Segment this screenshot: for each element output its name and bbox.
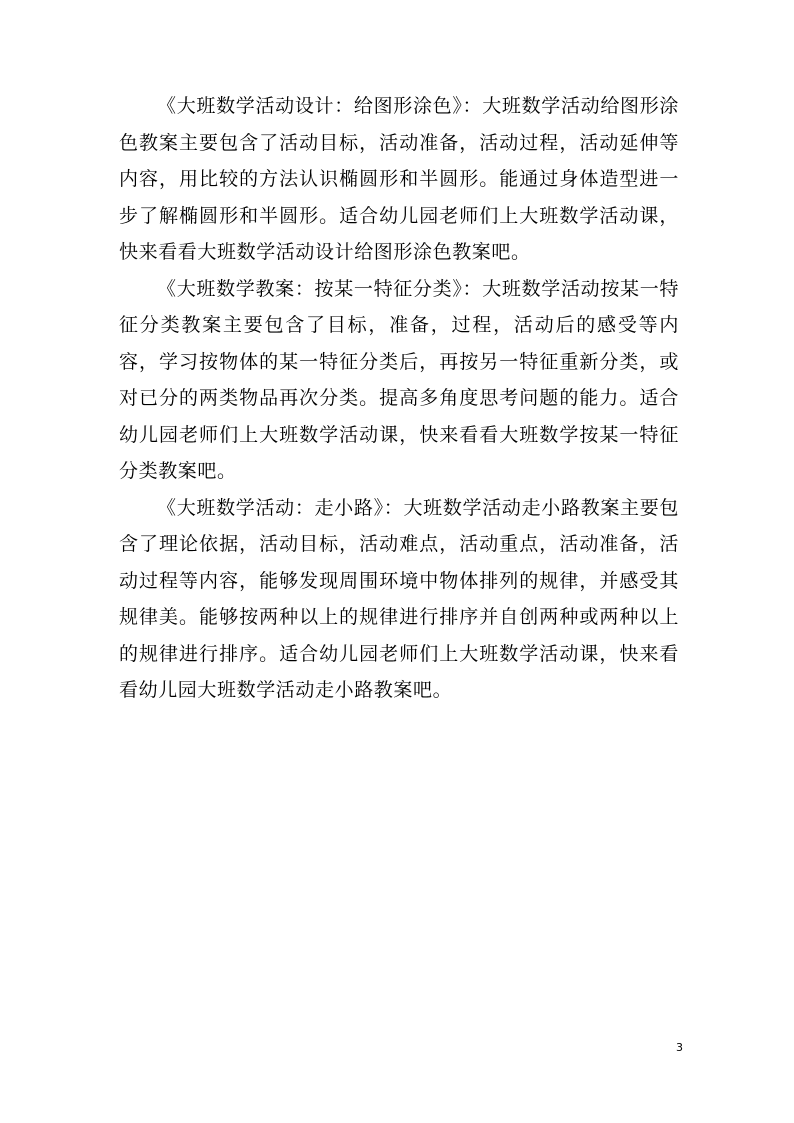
paragraph-classify-by-feature: 《大班数学教案：按某一特征分类》：大班数学活动按某一特征分类教案主要包含了目标，准备，过程，活动后的感受等内容，学习按物体的某一特征分类后，再按另一特征重新分类，或对已分的两类物品再次分类。提高多角度思考问题的能力。适合幼儿园老师们上大班数学活动课，快来看看大班数学按某一特征分类教案吧。: [119, 277, 679, 482]
paragraph-coloring-shapes: 《大班数学活动设计：给图形涂色》：大班数学活动给图形涂色教案主要包含了活动目标，活动准备，活动过程，活动延伸等内容，用比较的方法认识椭圆形和半圆形。能通过身体造型进一步了解椭圆形和半圆形。适合幼儿园老师们上大班数学活动课，快来看看大班数学活动设计给图形涂色教案吧。: [119, 95, 679, 263]
paragraph-walk-the-path: 《大班数学活动：走小路》：大班数学活动走小路教案主要包含了理论依据，活动目标，活动难点，活动重点，活动准备，活动过程等内容，能够发现周围环境中物体排列的规律，并感受其规律美。能够按两种以上的规律进行排序并自创两种或两种以上的规律进行排序。适合幼儿园老师们上大班数学活动课，快来看看幼儿园大班数学活动走小路教案吧。: [119, 496, 679, 701]
page-number: 3: [676, 1041, 683, 1054]
document-body: [119, 88, 679, 709]
